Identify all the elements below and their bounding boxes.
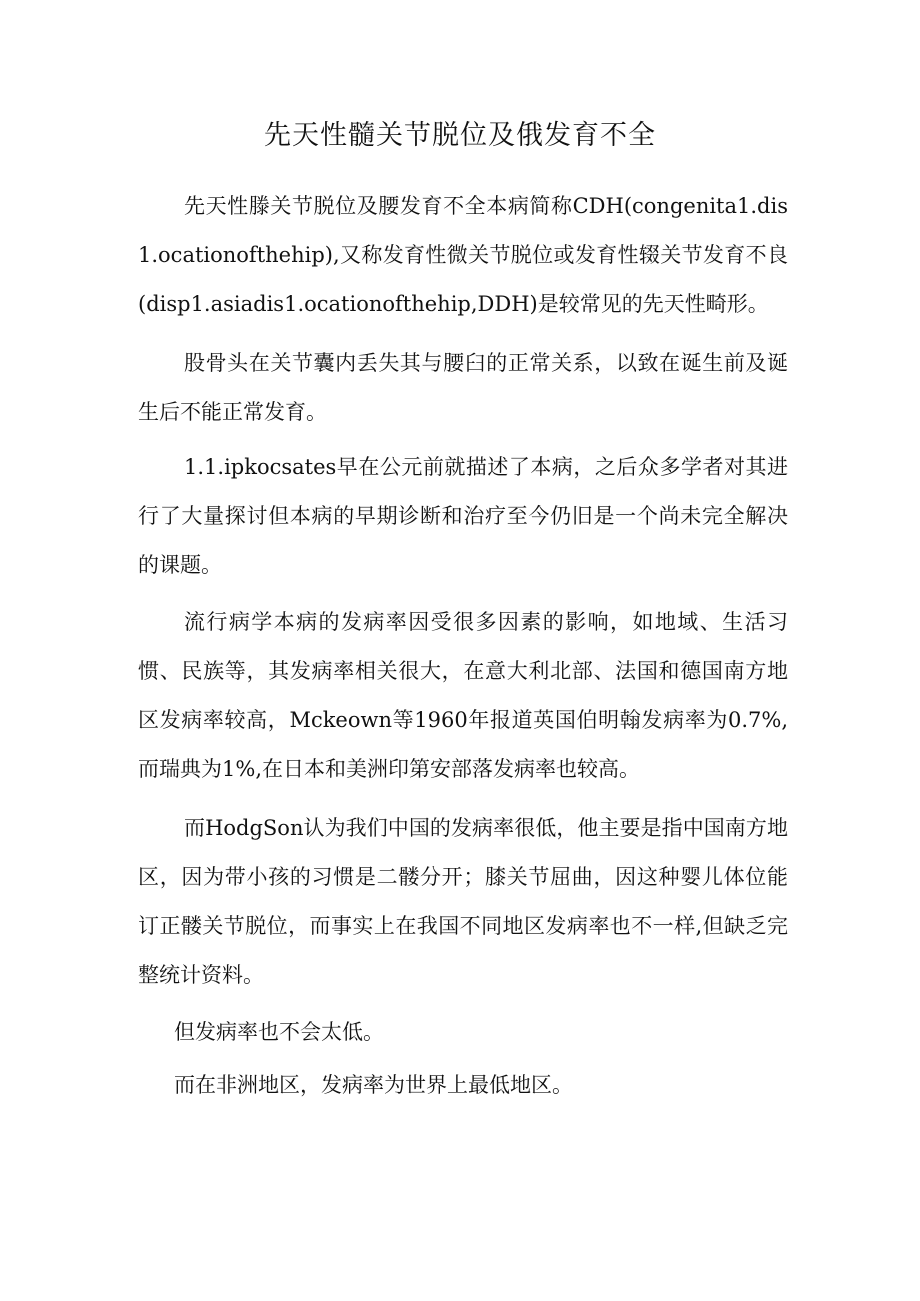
paragraph-history: 1.1.ipkocsates早在公元前就描述了本病，之后众多学者对其进行了大量探讨但本病的早期诊断和治疗至今仍旧是一个尚未完全解决的课题。 (138, 455, 788, 577)
paragraph-not-low: 但发病率也不会太低。 (174, 1020, 384, 1044)
paragraph-intro: 先天性滕关节脱位及腰发育不全本病简称CDH(congenita1.dis1.ocationofthehip),又称发育性微关节脱位或发育性辍关节发育不良(disp1.asiadis1.ocationofthehip,DDH)是较常见的先天性畸形。 (138, 194, 788, 316)
document-title: 先天性髓关节脱位及俄发育不全 (264, 120, 656, 151)
paragraph-africa: 而在非洲地区，发病率为世界上最低地区。 (174, 1073, 573, 1097)
paragraph-femoral-head: 股骨头在关节囊内丢失其与腰臼的正常关系，以致在诞生前及诞生后不能正常发育。 (138, 351, 788, 424)
paragraph-china-incidence: 而HodgSon认为我们中国的发病率很低，他主要是指中国南方地区，因为带小孩的习惯是二髅分开；膝关节屈曲，因这种婴儿体位能订正髅关节脱位，而事实上在我国不同地区发病率也不一样,但缺乏完整统计资料。 (138, 816, 788, 987)
document-body (138, 182, 788, 1110)
paragraph-epidemiology: 流行病学本病的发病率因受很多因素的影响，如地域、生活习惯、民族等，其发病率相关很大，在意大利北部、法国和德国南方地区发病率较高，Mckeown等1960年报道英国伯明翰发病率为0.7%,而瑞典为1%,在日本和美洲印第安部落发病率也较高。 (138, 610, 788, 781)
